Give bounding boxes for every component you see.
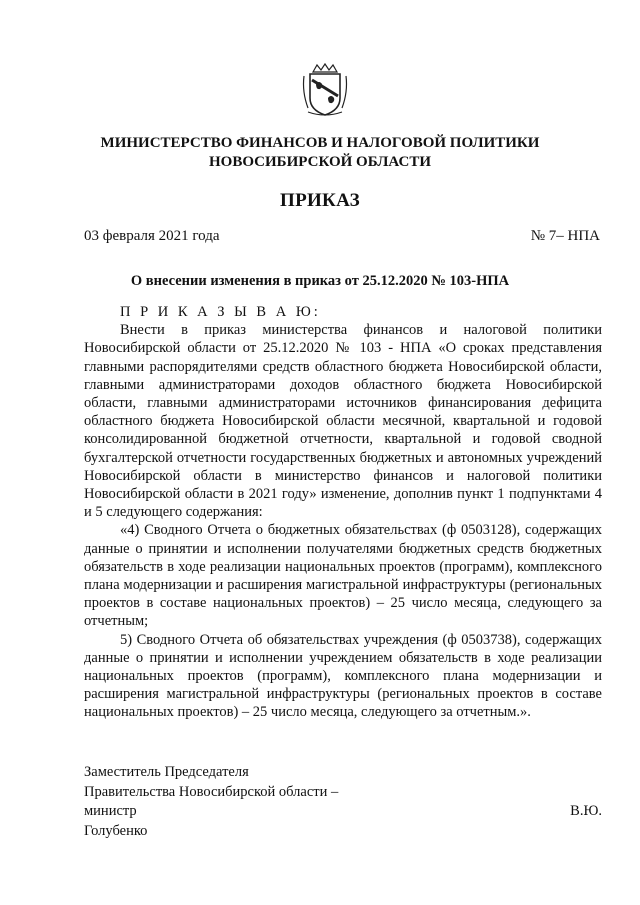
signature-line-4: Голубенко bbox=[84, 822, 148, 839]
signature-block bbox=[84, 763, 602, 841]
signature-line-3-row bbox=[84, 802, 602, 822]
paragraph-3: 5) Сводного Отчета об обязательствах учреждения (ф 0503738), содержащих данные о принятии и исполнении учреждением обязательств в ходе реализации национальных проектов (программ), комплексного плана модернизации и расширения магистральной инфраструктуры (региональных проектов в составе национальных проектов) – 25 число месяца, следующего за отчетным.». bbox=[84, 631, 602, 721]
paragraph-1: Внести в приказ министерства финансов и налоговой политики Новосибирской области от 25.12.2020 № 103 - НПА «О сроках представления главными распорядителями средств областного бюджета Новосибирской области, главными администраторами доходов областного бюджета Новосибирской области, главными администраторами источников финансирования дефицита областного бюджета Новосибирской области месячной, квартальной и годовой консолидированной бюджетной отчетности, квартальной и годовой сводной бухгалтерской отчетности государственных бюджетных и автономных учреждений Новосибирской области в министерство финансов и налоговой политики Новосибирской области в 2021 году» изменение, дополнив пункт 1 подпунктами 4 и 5 следующего содержания: bbox=[84, 322, 602, 521]
coat-of-arms-icon bbox=[300, 62, 350, 118]
order-word: П Р И К А З Ы В А Ю: bbox=[120, 304, 321, 320]
paragraph-2: «4) Сводного Отчета о бюджетных обязательствах (ф 0503128), содержащих данные о принятии и исполнении получателями бюджетных средств бюджетных обязательств в ходе реализации национальных проектов (программ), комплексного плана модернизации и расширения магистральной инфраструктуры (региональных проектов в составе национальных проектов) – 25 число месяца, следующего за отчетным; bbox=[84, 522, 602, 630]
organization-name bbox=[0, 134, 640, 172]
document-body bbox=[84, 303, 602, 722]
document-subject: О внесении изменения в приказ от 25.12.2020 № 103-НПА bbox=[130, 273, 510, 289]
signatory-initials: В.Ю. bbox=[570, 803, 602, 819]
signature-line-1: Заместитель Председателя bbox=[84, 764, 249, 780]
organization-line-1: МИНИСТЕРСТВО ФИНАНСОВ И НАЛОГОВОЙ ПОЛИТИКИ bbox=[100, 135, 540, 151]
organization-line-2: НОВОСИБИРСКОЙ ОБЛАСТИ bbox=[208, 154, 432, 170]
document-type: ПРИКАЗ bbox=[279, 190, 361, 211]
signature-line-2: Правительства Новосибирской области – bbox=[84, 783, 339, 800]
document-date: 03 февраля 2021 года bbox=[84, 228, 220, 244]
document-number: № 7– НПА bbox=[530, 228, 600, 244]
signature-line-3: министр bbox=[84, 803, 137, 819]
